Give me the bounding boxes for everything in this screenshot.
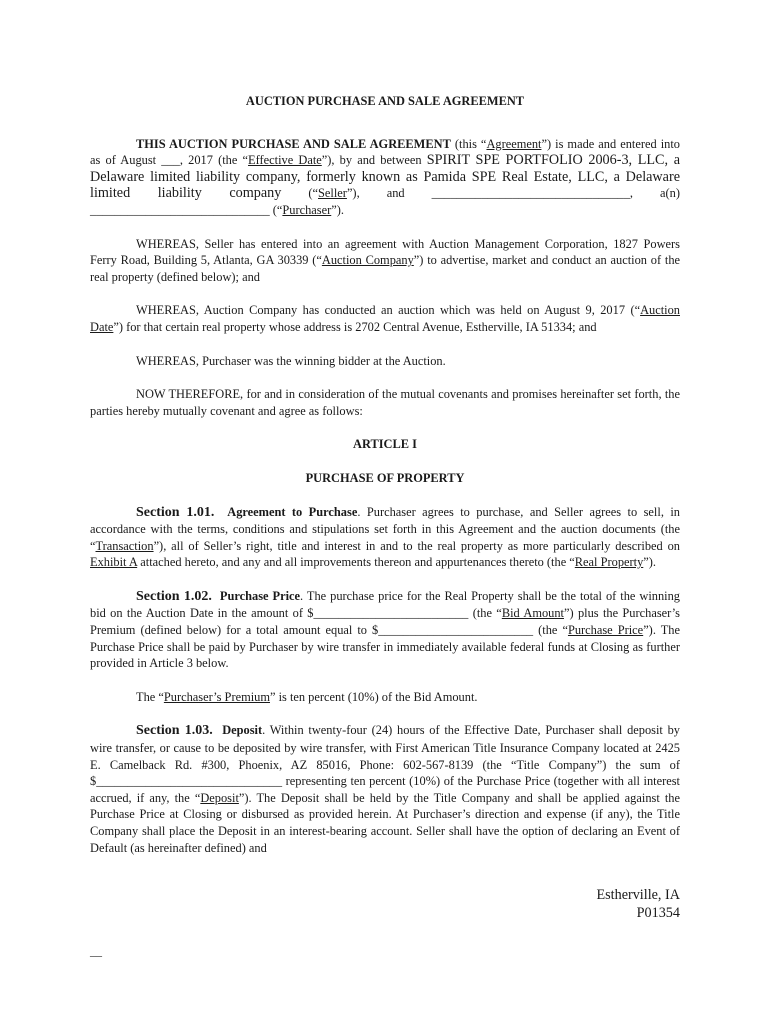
intro-text: ”). bbox=[331, 202, 344, 217]
section-text: ”). The Purchase Price shall be paid by Purchaser by wire transfer in immediately available federal funds at Closing as further provided in Article 3 below. bbox=[90, 623, 680, 671]
real-property-term: Real Property bbox=[574, 555, 644, 570]
effective-date-term: Effective Date bbox=[248, 153, 322, 168]
premium-paragraph bbox=[90, 689, 680, 706]
seller-name: SPIRIT SPE PORTFOLIO 2006-3, LLC, a Delaware limited liability company, formerly known as Pamida SPE Real Estate, LLC, a Delaware limited liability company bbox=[90, 152, 680, 202]
premium-text: ” is ten percent (10%) of the Bid Amount. bbox=[269, 689, 478, 704]
section-text: ”), all of Seller’s right, title and interest in and to the real property as more particularly described on bbox=[153, 538, 680, 553]
section-text: ”). The Deposit shall be held by the Title Company and shall be applied against the Purchase Price at Closing or disbursed as provided herein. At Purchaser’s direction and expense (if any), the Title Company shall place the Deposit in an interest-bearing account. Seller shall have the option of declaring an Event of Default (as hereinafter defined) and bbox=[90, 790, 680, 855]
section-title: Agreement to Purchase bbox=[227, 504, 358, 519]
section-1-02 bbox=[90, 588, 680, 672]
document-title: AUCTION PURCHASE AND SALE AGREEMENT bbox=[245, 94, 525, 108]
article-title: PURCHASE OF PROPERTY bbox=[305, 470, 465, 485]
deposit-term: Deposit bbox=[200, 790, 239, 805]
document-body bbox=[90, 93, 680, 856]
whereas-text: WHEREAS, Seller has entered into an agreement with Auction Management Corporation, 1827 Powers Ferry Road, Building 5, Atlanta, GA 30339 (“ bbox=[90, 236, 680, 268]
auction-company-term: Auction Company bbox=[321, 253, 414, 268]
seller-term: Seller bbox=[318, 186, 347, 201]
section-text: . Purchaser agrees to purchase, and Seller agrees to sell, in accordance with the terms, conditions and stipulations set forth in this Agreement and the auction documents (the “ bbox=[90, 504, 680, 553]
footer-code: P01354 bbox=[636, 905, 680, 921]
whereas-paragraph-2 bbox=[90, 302, 680, 335]
intro-text: ”), by and between bbox=[321, 153, 427, 168]
footer-dash: __ bbox=[90, 944, 102, 958]
transaction-term: Transaction bbox=[95, 538, 154, 553]
purchaser-term: Purchaser bbox=[282, 202, 332, 217]
whereas-text: ”) for that certain real property whose address is 2702 Central Avenue, Estherville, IA 51334; and bbox=[113, 319, 597, 334]
intro-text: ”), and ________________________________, a(n) _____________________________ (“ bbox=[90, 186, 680, 217]
now-therefore-paragraph: NOW THEREFORE, for and in consideration of the mutual covenants and promises hereinafter set forth, the parties hereby mutually covenant and agree as follows: bbox=[90, 387, 680, 418]
section-text: ”). bbox=[643, 555, 657, 570]
section-number: Section 1.01. bbox=[136, 504, 215, 520]
intro-paragraph bbox=[90, 136, 680, 219]
intro-text: ”) is made and entered into as of August ___, 2017 (the “ bbox=[90, 136, 680, 168]
section-text: . Within twenty-four (24) hours of the Effective Date, Purchaser shall deposit by wire transfer, or cause to be deposited by wire transfer, with First American Title Insurance Company located at 2425 E. Camelback Rd. #300, Phoenix, AZ 85016, Phone: 602-567-8139 (the “Title Company”) the sum of $______________________________ representing ten percent (10%) of the Purchase Price (together with all interest accrued, if any, the “ bbox=[90, 723, 680, 805]
section-text: ”) plus the Purchaser’s Premium (defined below) for a total amount equal to $_________________________ (the “ bbox=[90, 606, 680, 638]
whereas-text: WHEREAS, Auction Company has conducted an auction which was held on August 9, 2017 (“ bbox=[136, 303, 641, 318]
whereas-text: ”) to advertise, market and conduct an auction of the real property (defined below); and bbox=[90, 253, 681, 284]
intro-text: (this “ bbox=[450, 136, 487, 151]
page-footer bbox=[596, 886, 680, 922]
purchasers-premium-term: Purchaser’s Premium bbox=[163, 689, 270, 704]
section-number: Section 1.02. bbox=[136, 588, 212, 604]
section-text: attached hereto, and any and all improvements thereon and appurtenances thereto (the “ bbox=[137, 555, 575, 570]
exhibit-a-term: Exhibit A bbox=[90, 555, 138, 570]
bid-amount-term: Bid Amount bbox=[501, 606, 564, 621]
section-1-01 bbox=[90, 504, 680, 571]
premium-text: The “ bbox=[136, 689, 164, 704]
intro-lead: THIS AUCTION PURCHASE AND SALE AGREEMENT bbox=[136, 136, 451, 151]
section-text: . The purchase price for the Real Property shall be the total of the winning bid on the Auction Date in the amount of $_________________________ (the “ bbox=[90, 588, 680, 621]
section-title: Purchase Price bbox=[219, 588, 301, 603]
article-heading: ARTICLE I bbox=[353, 437, 417, 452]
whereas-paragraph-3: WHEREAS, Purchaser was the winning bidder at the Auction. bbox=[136, 353, 446, 368]
agreement-term: Agreement bbox=[486, 136, 542, 151]
section-1-03 bbox=[90, 722, 680, 856]
whereas-paragraph-1 bbox=[90, 236, 680, 286]
intro-text: (“ bbox=[281, 186, 319, 201]
purchase-price-term: Purchase Price bbox=[567, 623, 644, 638]
section-title: Deposit bbox=[222, 723, 263, 738]
auction-date-term: Auction Date bbox=[90, 303, 680, 334]
section-number: Section 1.03. bbox=[136, 723, 213, 739]
footer-city: Estherville, IA bbox=[596, 887, 680, 903]
